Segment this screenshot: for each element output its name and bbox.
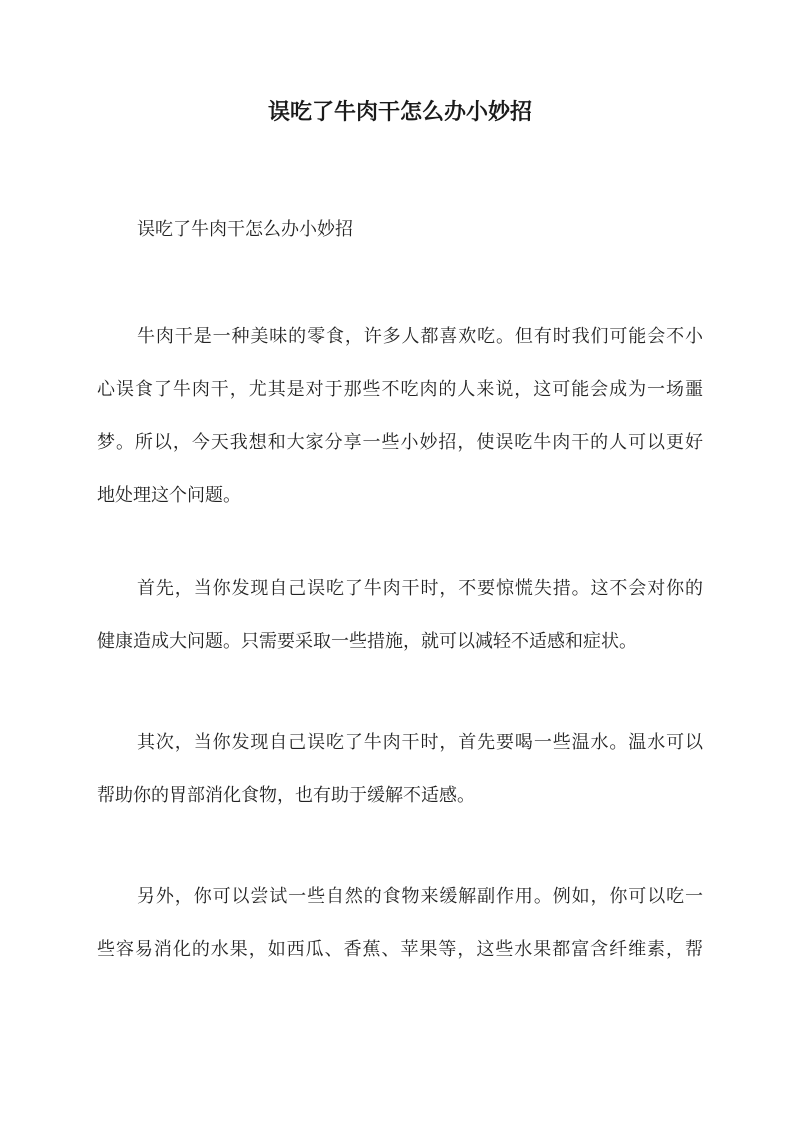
paragraph-3	[97, 716, 703, 822]
paragraph-line: 另外，你可以尝试一些自然的食物来缓解副作用。例如，你可以吃一	[137, 886, 703, 907]
paragraph-1	[97, 310, 703, 522]
paragraph-line: 地处理这个问题。	[97, 485, 241, 506]
paragraph-line: 帮助你的胃部消化食物，也有助于缓解不适感。	[97, 785, 475, 806]
document-subtitle: 误吃了牛肉干怎么办小妙招	[137, 219, 353, 240]
paragraph-line: 首先，当你发现自己误吃了牛肉干时，不要惊慌失措。这不会对你的	[137, 578, 703, 599]
paragraph-line: 些容易消化的水果，如西瓜、香蕉、苹果等，这些水果都富含纤维素，帮	[97, 939, 703, 960]
paragraph-line: 其次，当你发现自己误吃了牛肉干时，首先要喝一些温水。温水可以	[137, 732, 703, 753]
paragraph-line: 心误食了牛肉干，尤其是对于那些不吃肉的人来说，这可能会成为一场噩	[97, 379, 703, 400]
document-title: 误吃了牛肉干怎么办小妙招	[267, 99, 532, 125]
paragraph-line: 牛肉干是一种美味的零食，许多人都喜欢吃。但有时我们可能会不小	[137, 326, 703, 347]
paragraph-line: 梦。所以，今天我想和大家分享一些小妙招，使误吃牛肉干的人可以更好	[97, 432, 703, 453]
paragraph-2	[97, 562, 703, 668]
paragraph-4	[97, 870, 703, 976]
paragraph-line: 健康造成大问题。只需要采取一些措施，就可以减轻不适感和症状。	[97, 631, 637, 652]
